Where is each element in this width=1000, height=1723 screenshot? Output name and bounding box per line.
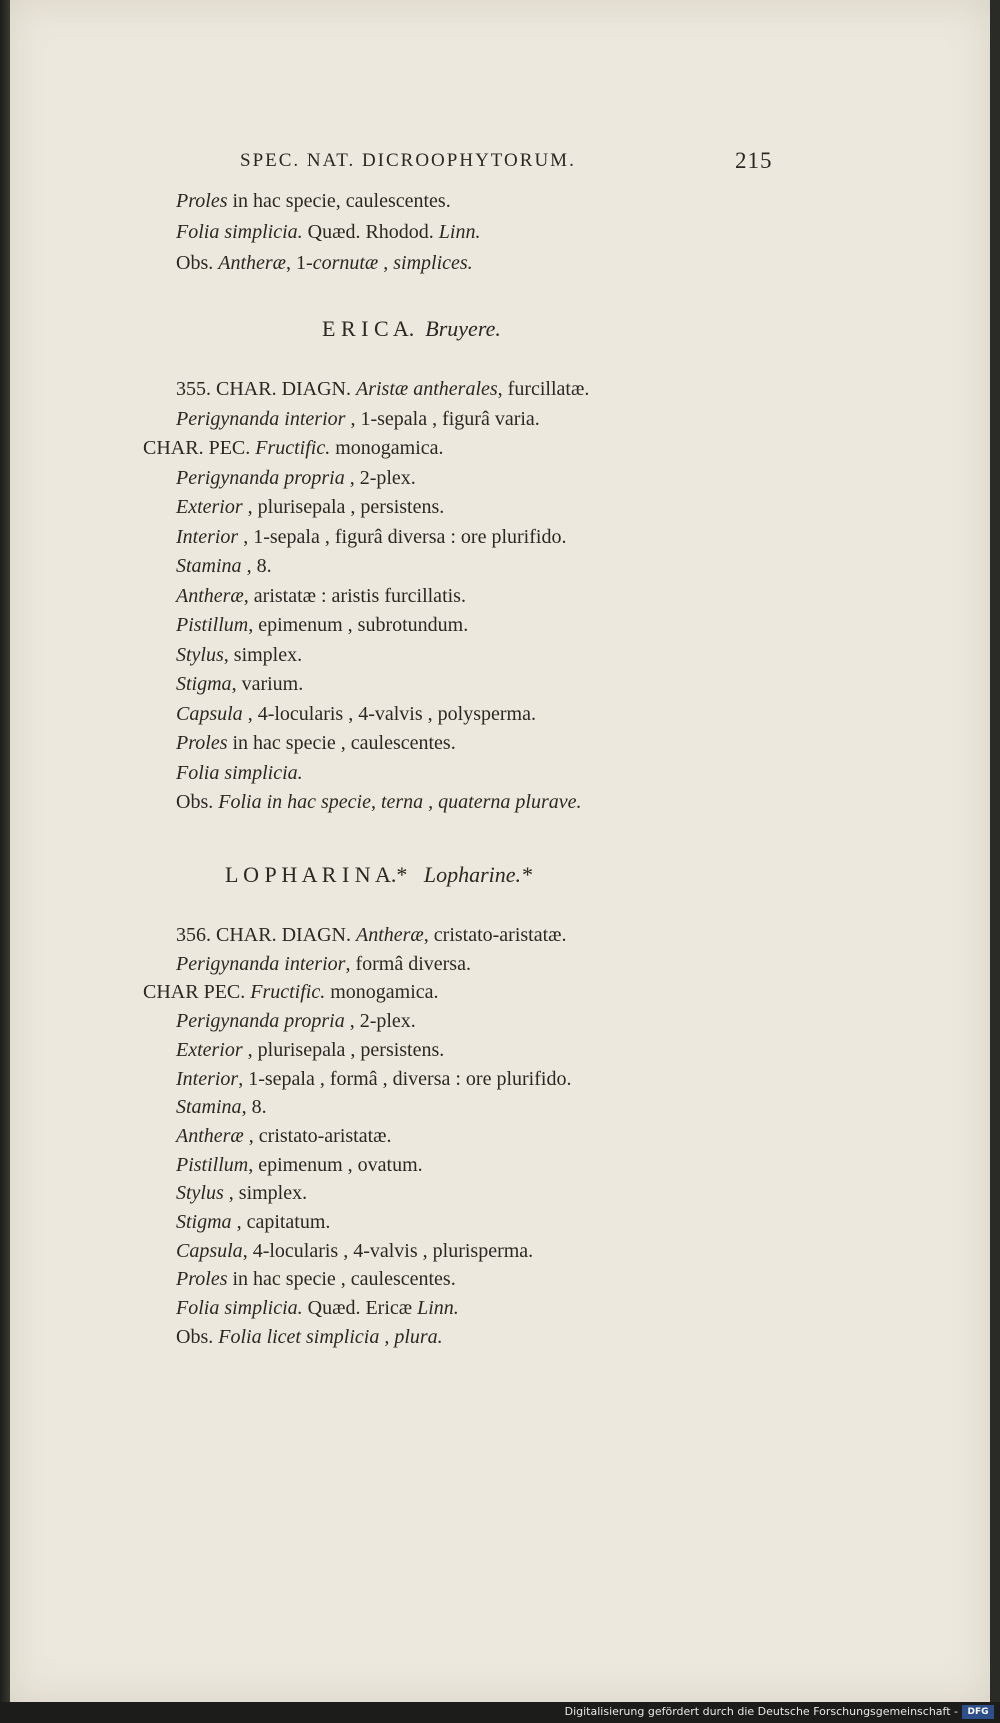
erica-line [176,703,536,726]
line-term: Exterior [176,1038,243,1061]
erica-line [176,732,456,755]
line-text: , cristato-aristatæ. [243,1124,392,1147]
erica-line [176,496,444,519]
line-text: , epimenum , subrotundum. [248,614,469,636]
line-term: Interior [176,525,239,548]
line-text: , plurisepala , persistens. [242,1038,445,1061]
lopharina-line [143,981,439,1004]
lopharina-line [176,1039,444,1062]
line-text: , 2-plex. [344,1010,416,1033]
line-term: Exterior [176,496,243,518]
line-text: , formâ diversa. [345,952,471,975]
line-term: Stamina [176,1096,242,1119]
line-term: Fructific. [255,437,331,459]
line-text: , 4-locularis , 4-valvis , polysperma. [242,702,536,725]
line-term: Pistillum [176,1153,249,1176]
line-text: , epimenum , ovatum. [248,1153,423,1176]
line-term: Interior [176,1067,239,1090]
line-term: Stigma [176,1211,232,1233]
footer-credit: Digitalisierung gefördert durch die Deutsche Forschungsgemeinschaft - [564,1705,958,1718]
lopharina-line [176,1211,330,1234]
line-lead: CHAR PEC. [143,981,251,1004]
intro-line-obs: Obs. Antheræ, 1-cornutæ , simplices. [176,252,473,274]
lopharina-line [176,953,471,976]
line-text: , varium. [231,673,304,695]
line-term: Perigynanda propria [176,1010,345,1033]
lopharina-line [176,924,567,947]
lopharina-line [176,1240,533,1263]
erica-line [176,526,566,549]
line-text: , cristato-aristatæ. [423,924,567,946]
line-term: Antheræ [356,924,424,946]
line-term: Proles [176,732,228,754]
line-text: , 1-sepala , figurâ varia. [345,407,540,430]
line-term: Folia simplicia. [176,1297,303,1320]
lopharina-line [176,1010,416,1033]
line-text: , 2-plex. [344,466,416,489]
intro-line-folia: Folia simplicia. Quæd. Rhodod. Linn. [176,221,481,243]
erica-line [176,644,302,667]
running-header: SPEC. NAT. DICROOPHYTORUM. [240,150,576,171]
line-text: , simplex. [223,1182,308,1205]
line-lead: 356. CHAR. DIAGN. [176,924,356,946]
line-text: monogamica. [325,981,439,1004]
lopharina-line [176,1297,459,1320]
line-text: Quæd. Ericæ [302,1297,418,1320]
line-text: in hac specie , caulescentes. [227,732,456,754]
dfg-logo: DFG [962,1705,994,1719]
line-authority: Linn. [417,1297,459,1320]
line-term: Pistillum [176,614,249,636]
line-text: , capitatum. [231,1211,331,1233]
genus-title-lopharina: L O P H A R I N A.* Lopharine.* [225,862,533,887]
line-term: Stamina [176,555,242,577]
line-text: in hac specie , caulescentes. [227,1268,456,1291]
line-term: Stylus [176,1182,224,1205]
erica-line [143,437,444,460]
line-text: , 8. [241,1096,267,1119]
line-term: Folia in hac specie, terna , quaterna plurave. [218,791,582,813]
line-lead: Obs. [176,791,219,813]
line-text: , 8. [241,555,272,577]
line-lead: CHAR. PEC. [143,437,256,459]
erica-line [176,408,540,431]
line-term: Perigynanda propria [176,466,345,489]
line-text: monogamica. [330,437,444,459]
erica-line [176,791,582,814]
erica-line [176,467,416,490]
line-text: , plurisepala , persistens. [242,496,445,518]
line-text: , 1-sepala , formâ , diversa : ore plurifido. [238,1067,572,1090]
lopharina-line [176,1096,267,1119]
book-binding-edge [0,0,10,1702]
erica-line [176,673,303,696]
line-term: Fructific. [250,981,326,1004]
line-text: , 4-locularis , 4-valvis , plurisperma. [242,1239,534,1262]
line-term: Perigynanda interior [176,952,346,975]
lopharina-line [176,1268,456,1291]
erica-line [176,555,272,578]
erica-line [176,585,466,608]
intro-line-proles: Proles in hac specie, caulescentes. [176,190,451,212]
page-number: 215 [735,148,773,173]
erica-line [176,762,303,785]
lopharina-line [176,1182,307,1205]
line-text: , aristatæ : aristis furcillatis. [243,584,466,607]
lopharina-line [176,1125,392,1148]
line-term: Folia simplicia. [176,761,303,784]
line-term: Folia licet simplicia , plura. [218,1325,443,1348]
line-term: Capsula [176,702,243,725]
lopharina-line [176,1326,443,1349]
line-term: Stigma [176,673,232,695]
line-term: Stylus [176,643,224,666]
line-text: , simplex. [223,643,303,666]
line-term: Perigynanda interior [176,407,346,430]
line-text: , furcillatæ. [497,378,590,400]
line-term: Capsula [176,1239,243,1262]
line-lead: 355. CHAR. DIAGN. [176,378,356,400]
line-lead: Obs. [176,1325,219,1348]
line-text: , 1-sepala , figurâ diversa : ore plurifido. [238,525,567,548]
lopharina-line [176,1068,571,1091]
genus-title-erica: E R I C A. Bruyere. [322,316,501,341]
book-page [8,0,990,1702]
line-term: Aristæ antherales [356,378,498,400]
line-term: Antheræ [176,1124,244,1147]
line-term: Proles [176,1268,228,1291]
erica-line [176,378,589,401]
lopharina-line [176,1154,423,1177]
erica-line [176,614,468,637]
line-term: Antheræ [176,584,244,607]
